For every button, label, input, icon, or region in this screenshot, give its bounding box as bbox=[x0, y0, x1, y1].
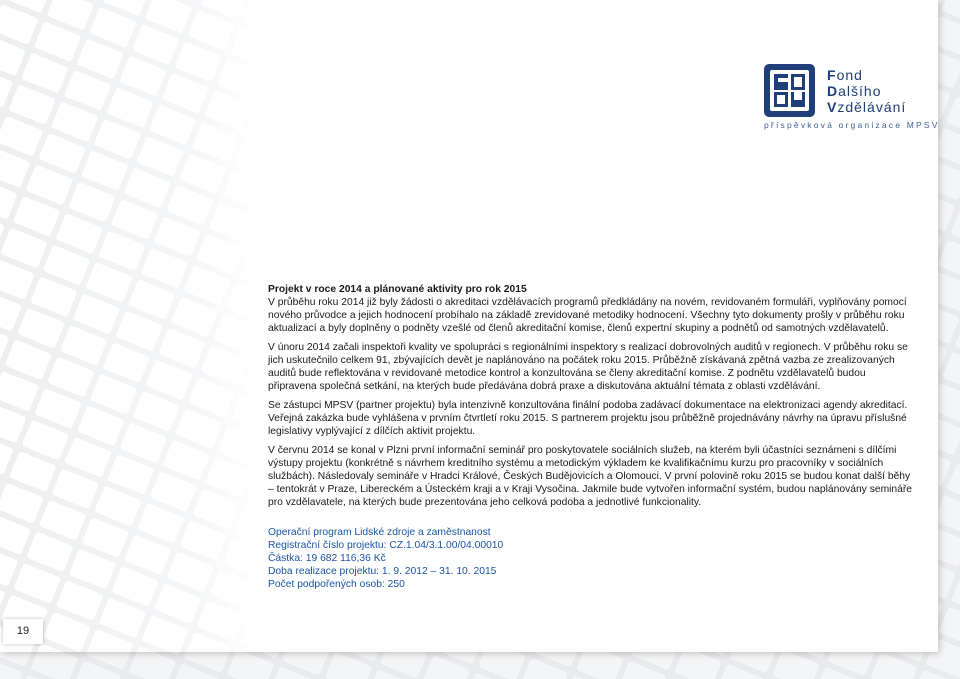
info-line-duration: Doba realizace projektu: 1. 9. 2012 – 31. 10. 2015 bbox=[268, 566, 497, 578]
logo-subtitle: příspěvková organizace MPSV bbox=[764, 120, 940, 130]
info-line-amount: Částka: 19 682 116,36 Kč bbox=[268, 553, 386, 565]
project-info-block bbox=[268, 526, 668, 591]
info-line-persons: Počet podpořených osob: 250 bbox=[268, 579, 405, 591]
info-line-registration: Registrační číslo projektu: CZ.1.04/3.1.00/04.00010 bbox=[268, 540, 504, 552]
logo-word-dalsiho: Dalšího bbox=[827, 83, 882, 99]
section-heading: Projekt v roce 2014 a plánované aktivity pro rok 2015 bbox=[268, 284, 527, 295]
fdv-logo bbox=[764, 64, 940, 134]
paragraph: V červnu 2014 se konal v Plzni první informační seminář pro poskytovatele sociálních služeb, na kterém byli účastníci seznámeni s dílčími výstupy projektu (konkrétně s návrhem kreditního systému a metodickým výkladem ke kvalifikačnímu kurzu pro pracovníky v sociálních službách). Následovaly semináře v Hradci Králové, Českých Budějovicích a Olomouci. V první polovině roku 2015 se budou konat další běhy – tentokrát v Praze, Libereckém a Ústeckém kraji a v Kraji Vysočina. Jakmile bude vytvořen informační systém, budou naplánovány semináře pro vzdělavatele, na kterých bude prezentována jeho celková podoba a jednotlivé funkcionality. bbox=[268, 444, 913, 508]
page-number: 19 bbox=[3, 619, 43, 644]
logo-word-fond: Fond bbox=[827, 67, 863, 83]
paragraph: V průběhu roku 2014 již byly žádosti o akreditaci vzdělávacích programů předkládány na novém, revidovaném formuláři, vyplňovány pomocí nového průvodce a jejich hodnocení probíhalo na základě zrevidované metodiky hodnocení. Všechny tyto dokumenty prošly v průběhu roku aktualizací a byly doplněny o podněty vzešlé od členů akreditační komise, členů expertní skupiny a podnětů od samotných vzdělavatelů. bbox=[268, 297, 907, 335]
fdv-logo-icon bbox=[764, 64, 815, 117]
paragraph: Se zástupci MPSV (partner projektu) byla intenzivně konzultována finální podoba zadávací dokumentace na elektronizaci agendy akreditací. Veřejná zakázka bude vyhlášena v prvním čtvrtletí roku 2015. S partnerem projektu jsou průběžně projednávány návrhy na úpravu příslušné legislativy vyplývající z dílčích aktivit projektu. bbox=[268, 399, 908, 437]
document-body bbox=[268, 283, 913, 515]
logo-word-vzdelavani: Vzdělávání bbox=[827, 99, 907, 115]
paragraph: V únoru 2014 začali inspektoři kvality ve spolupráci s regionálními inspektory s realizací dobrovolných auditů v regionech. V průběhu roku se jich uskutečnilo celkem 91, zbývajících devět je naplánováno na počátek roku 2015. Průběžně získávaná zpětná vazba ze zrealizovaných auditů bude reflektována v revidované metodice kontrol a konzultována se členy akreditační komise. Z podnětu vzdělavatelů budou připravena společná setkání, na kterých bude předávána dobrá praxe a diskutována aktuální témata z oblasti vzdělávání. bbox=[268, 341, 908, 393]
info-line-program: Operační program Lidské zdroje a zaměstnanost bbox=[268, 527, 491, 538]
page-tile-pattern bbox=[0, 0, 260, 652]
